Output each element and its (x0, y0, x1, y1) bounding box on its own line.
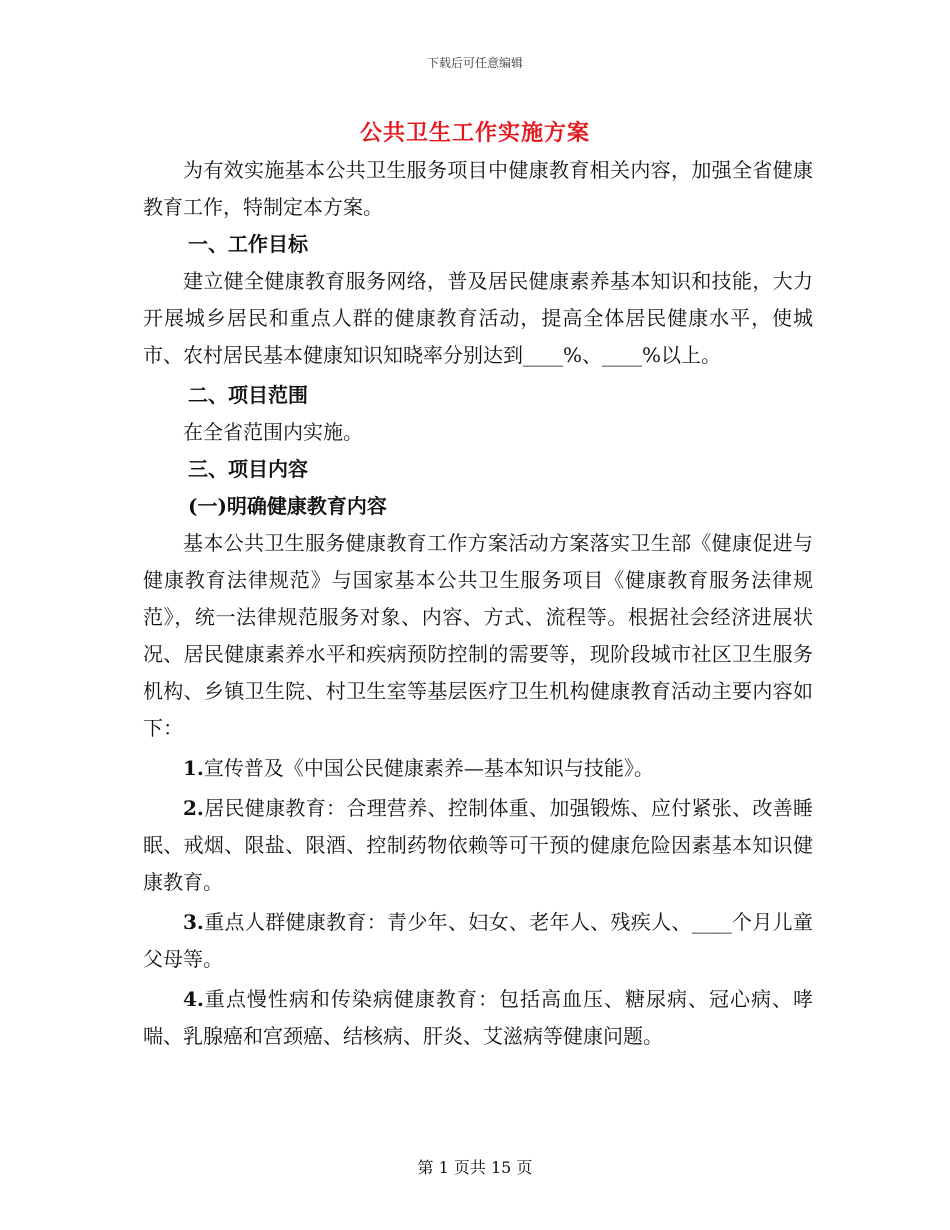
list-item-text: 居民健康教育：合理营养、控制体重、加强锻炼、应付紧张、改善睡眠、戒烟、限盐、限酒、控制药物依赖等可干预的健康危险因素基本知识健康教育。 (143, 796, 813, 894)
subsection-heading-1: (一)明确健康教育内容 (188, 494, 387, 518)
list-item-text: 宣传普及《中国公民健康素养—基本知识与技能》。 (203, 756, 654, 780)
section-heading-content: 三、项目内容 (188, 457, 308, 481)
page-footer: 第 1 页共 15 页 (417, 1158, 533, 1177)
content-paragraph: 基本公共卫生服务健康教育工作方案活动方案落实卫生部《健康促进与健康教育法律规范》与国家基本公共卫生服务项目《健康教育服务法律规范》，统一法律规范服务对象、内容、方式、流程等。根据社会经济进展状况、居民健康素养水平和疾病预防控制的需要等，现阶段城市社区卫生服务机构、乡镇卫生院、村卫生室等基层医疗卫生机构健康教育活动主要内容如下： (143, 531, 813, 740)
list-item (143, 981, 813, 1055)
list-item-number: 4. (183, 987, 204, 1011)
scope-paragraph: 在全省范围内实施。 (183, 420, 363, 444)
list-item-number: 2. (183, 796, 204, 820)
list-item-text: 重点人群健康教育：青少年、妇女、老年人、残疾人、____个月儿童父母等。 (143, 910, 813, 971)
document-title: 公共卫生工作实施方案 (359, 120, 590, 146)
list-item-number: 1. (183, 756, 204, 780)
list-item-text: 重点慢性病和传染病健康教育：包括高血压、糖尿病、冠心病、哮喘、乳腺癌和宫颈癌、结核病、肝炎、艾滋病等健康问题。 (143, 987, 813, 1048)
list-item-number: 3. (183, 910, 204, 934)
page-header: 下载后可任意编辑 (426, 56, 523, 70)
list-item (143, 790, 813, 901)
document-body (143, 152, 813, 1055)
list-item (143, 750, 813, 787)
list-item (143, 904, 813, 978)
section-heading-goals: 一、工作目标 (188, 232, 308, 256)
section-heading-scope: 二、项目范围 (188, 383, 308, 407)
goals-paragraph: 建立健全健康教育服务网络，普及居民健康素养基本知识和技能，大力开展城乡居民和重点人群的健康教育活动，提高全体居民健康水平，使城市、农村居民基本健康知识知晓率分别达到____%、____%以上。 (143, 269, 813, 367)
intro-paragraph: 为有效实施基本公共卫生服务项目中健康教育相关内容，加强全省健康教育工作，特制定本方案。 (143, 158, 813, 219)
